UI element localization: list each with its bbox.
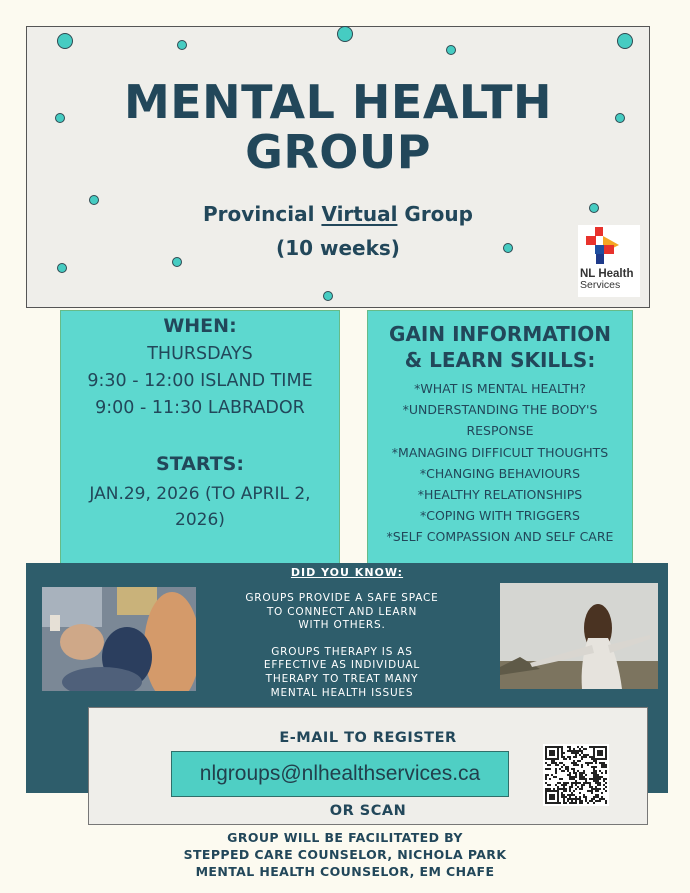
qr-code[interactable] [543,744,609,806]
list-item: *WHAT IS MENTAL HEALTH? [414,381,586,396]
decorative-dot [323,291,333,301]
gain-heading [368,321,632,373]
decorative-dot [446,45,456,55]
when-heading: WHEN: [163,315,237,337]
gain-heading-line: & LEARN SKILLS: [404,348,596,372]
header-card [26,26,650,308]
starts-line: 2026) [175,510,225,530]
fact-line: GROUPS THERAPY IS AS [271,645,413,658]
list-item: *HEALTHY RELATIONSHIPS [417,487,583,503]
nl-health-logo-icon [581,227,625,267]
starts-lines [61,481,339,533]
subtitle-pre: Provincial [203,202,322,226]
fact-line: EFFECTIVE AS INDIVIDUAL [263,659,421,672]
subtitle-line [27,197,649,231]
duration-text: (10 weeks) [276,236,400,260]
fact-paragraph [224,646,460,700]
register-card [88,707,648,825]
fact-line: MENTAL HEALTH ISSUES [270,686,414,699]
footer-line: STEPPED CARE COUNSELOR, NICHOLA PARK [183,847,507,862]
skills-list [368,378,632,548]
starts-line: JAN.29, 2026 (TO APRIL 2, [89,484,311,504]
list-item: *MANAGING DIFFICULT THOUGHTS [391,444,609,460]
did-you-know-title: DID YOU KNOW: [290,566,404,579]
when-box [60,310,340,565]
group-photo-image [42,587,196,691]
woman-photo-image [500,583,658,689]
logo-line-1: NL Health [580,268,634,280]
decorative-dot [57,33,73,49]
list-item: *SELF COMPASSION AND SELF CARE [386,529,614,545]
group-photo [42,587,196,691]
page-title [27,77,649,177]
email-address-box[interactable] [171,751,509,797]
list-item: *CHANGING BEHAVIOURS [419,465,581,481]
logo-text [578,269,642,291]
decorative-dot [177,40,187,50]
email-address[interactable]: nlgroups@nlhealthservices.ca [199,762,481,785]
did-you-know-text [224,592,460,713]
qr-code-icon [543,744,609,806]
title-line-1: MENTAL HEALTH [123,75,553,129]
scan-text: OR SCAN [329,803,407,819]
starts-heading: STARTS: [156,453,244,475]
footer-line: GROUP WILL BE FACILITATED BY [227,830,463,845]
decorative-dot [337,26,353,42]
fact-paragraph [224,592,460,633]
fact-line: TO CONNECT AND LEARN [266,605,418,618]
gain-box [367,310,633,565]
fact-line: THERAPY TO TREAT MANY [265,672,419,685]
nl-health-logo [578,225,640,297]
register-title: E-MAIL TO REGISTER [279,730,457,746]
subtitle [27,197,649,265]
list-item: RESPONSE [466,423,534,439]
fact-line: GROUPS PROVIDE A SAFE SPACE [245,592,439,604]
when-line: 9:00 - 11:30 LABRADOR [95,398,305,418]
title-line-2: GROUP [245,125,431,179]
subtitle-post: Group [397,202,473,226]
list-item: *COPING WITH TRIGGERS [419,508,580,524]
decorative-dot [617,33,633,49]
logo-line-2: Services [580,279,621,291]
when-lines [61,341,339,422]
facilitator-footer [0,829,690,880]
footer-line: MENTAL HEALTH COUNSELOR, EM CHAFE [195,864,495,879]
fact-line: WITH OTHERS. [298,619,386,632]
woman-photo [500,583,658,689]
subtitle-emphasis: Virtual [321,202,398,226]
list-item: *UNDERSTANDING THE BODY'S [402,402,598,418]
when-line: THURSDAYS [147,344,253,364]
when-line: 9:30 - 12:00 ISLAND TIME [87,371,313,391]
gain-heading-line: GAIN INFORMATION [389,322,611,346]
